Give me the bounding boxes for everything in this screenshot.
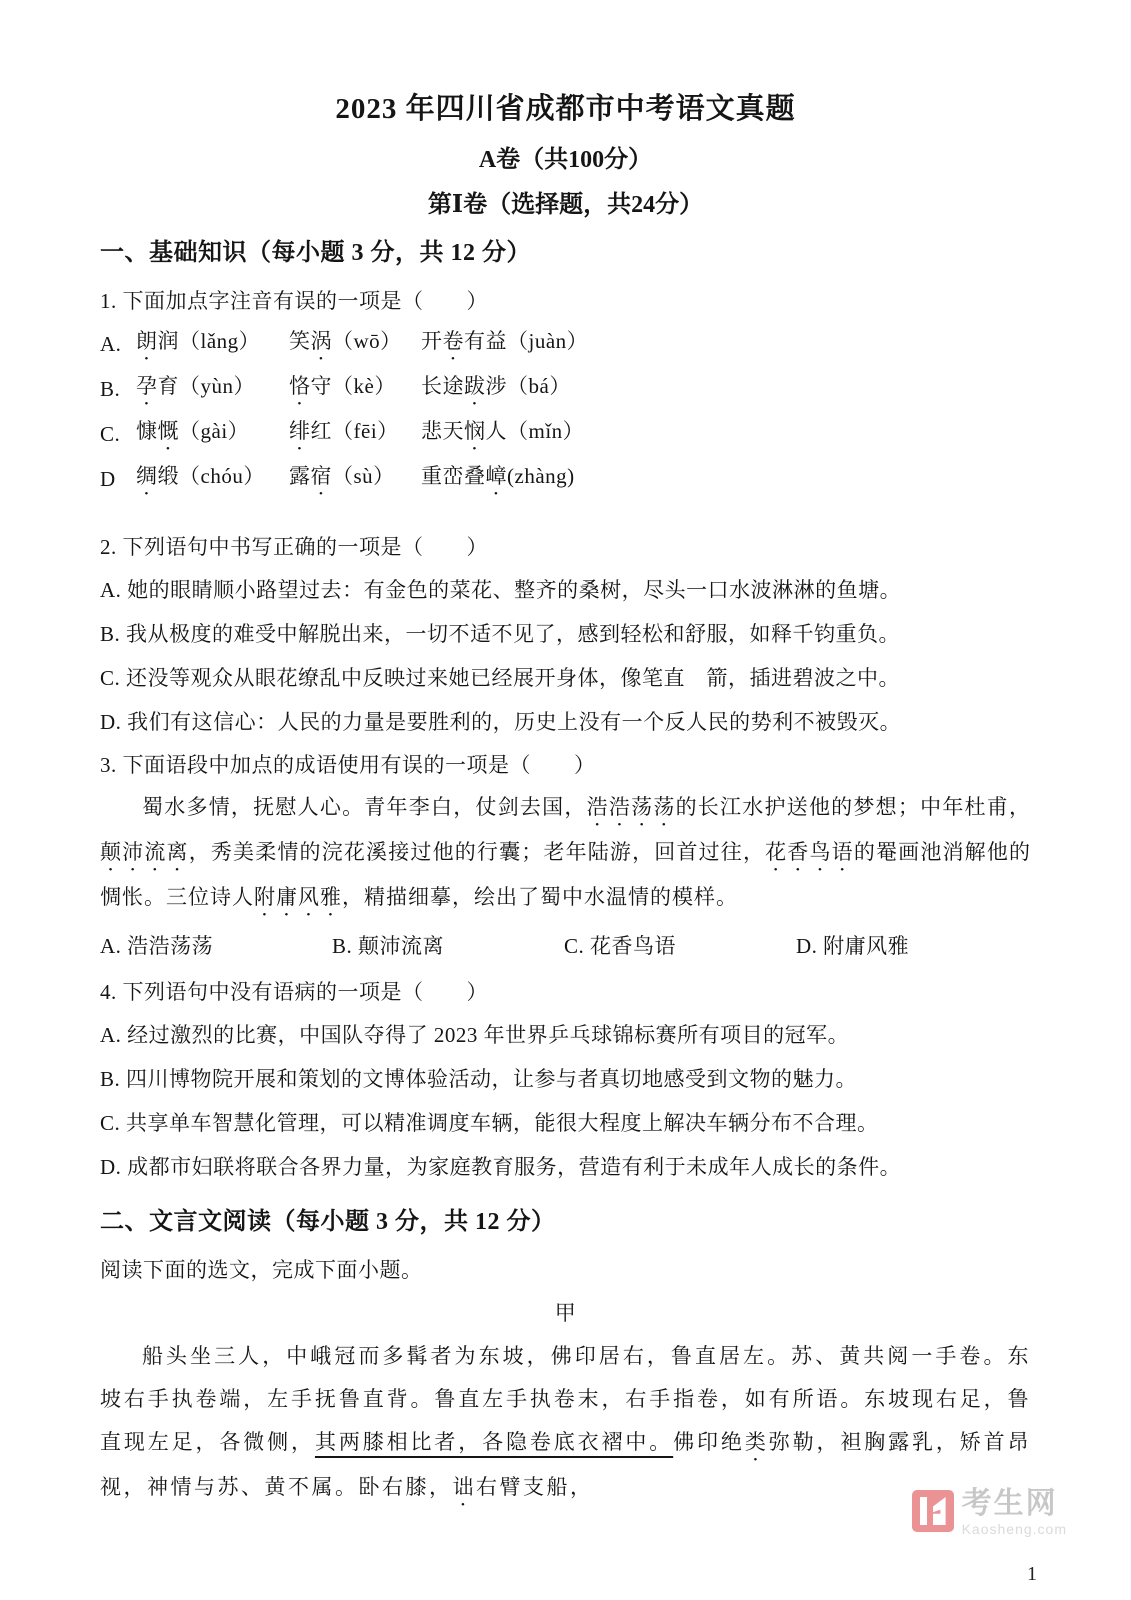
page-number: 1	[1027, 1563, 1037, 1585]
q3-option-a: A. 浩浩荡荡	[100, 934, 214, 958]
watermark-site-name: 考生网	[961, 1487, 1058, 1520]
q1-option-d	[100, 457, 1031, 502]
q1-option-c	[100, 412, 1031, 457]
q1-word: 笑涡（wō）	[289, 328, 402, 353]
q1-stem: 1. 下面加点字注音有误的一项是（ ）	[100, 289, 488, 313]
option-label: C.	[100, 422, 121, 446]
q2-stem: 2. 下列语句中书写正确的一项是（ ）	[100, 535, 488, 559]
section-two-heading: 二、文言文阅读（每小题 3 分，共 12 分）	[100, 1209, 556, 1235]
q3-stem: 3. 下面语段中加点的成语使用有误的一项是（ ）	[100, 753, 596, 777]
volume-heading: A卷（共100分）	[478, 147, 653, 173]
q2-option-c: C. 还没等观众从眼花缭乱中反映过来她已经展开身体，像笔直 箭，插进碧波之中。	[100, 666, 901, 690]
kaosheng-watermark-text	[962, 1488, 1067, 1538]
section-one-heading: 一、基础知识（每小题 3 分，共 12 分）	[100, 240, 531, 266]
section-two-intro: 阅读下面的选文，完成下面小题。	[100, 1258, 423, 1282]
q3-option-c: C. 花香鸟语	[564, 934, 677, 958]
q4-option-c: C. 共享单车智慧化管理，可以精准调度车辆，能很大程度上解决车辆分布不合理。	[100, 1111, 879, 1135]
q1-option-b	[100, 367, 1031, 412]
q4-option-d: D. 成都市妇联将联合各界力量，为家庭教育服务，营造有利于未成年人成长的条件。	[100, 1155, 902, 1179]
kaosheng-watermark	[912, 1488, 1067, 1538]
option-label: D	[100, 467, 116, 491]
q1-word: 露宿（sù）	[289, 463, 395, 488]
q2-option-a: A. 她的眼睛顺小路望过去：有金色的菜花、整齐的桑树，尽头一口水波淋淋的鱼塘。	[100, 578, 902, 602]
q1-word: 开卷有益（juàn）	[421, 328, 589, 353]
q2-option-b: B. 我从极度的难受中解脱出来，一切不适不见了，感到轻松和舒服，如释千钧重负。	[100, 622, 901, 646]
q4-option-b: B. 四川博物院开展和策划的文博体验活动，让参与者真切地感受到文物的魅力。	[100, 1067, 858, 1091]
q1-word: 长途跋涉（bá）	[421, 373, 571, 398]
q3-option-b: B. 颠沛流离	[332, 934, 445, 958]
q2-option-d: D. 我们有这信心：人民的力量是要胜利的，历史上没有一个反人民的势利不被毁灭。	[100, 710, 902, 734]
q3-options-row	[100, 923, 1031, 969]
q1-word: 孕育（yùn）	[136, 373, 255, 398]
q1-word: 绯红（fēi）	[289, 418, 399, 443]
watermark-site-domain: Kaosheng.com	[961, 1521, 1067, 1537]
q1-word: 朗润（lǎng）	[136, 328, 261, 353]
option-label: B.	[100, 377, 121, 401]
page-title: 2023 年四川省成都市中考语文真题	[335, 93, 796, 125]
part-heading: 第Ⅰ卷（选择题，共24分）	[427, 192, 704, 218]
q1-option-a	[100, 322, 1031, 367]
classical-passage: 船头坐三人，中峨冠而多髯者为东坡，佛印居右，鲁直居左。苏、黄共阅一手卷。东坡右手执卷端，左手抚鲁直背。鲁直左手执卷末，右手指卷，如有所语。东坡现右足，鲁直现左足，各微侧，其两膝相比者，各隐卷底衣褶中。佛印绝类弥勒，袒胸露乳，矫首昂视，神情与苏、黄不属。卧右膝，诎右臂支船，	[100, 1344, 1032, 1499]
passage-label-jia: 甲	[554, 1301, 577, 1325]
option-label: A.	[100, 332, 122, 356]
q1-word: 绸缎（chóu）	[136, 463, 265, 488]
q3-option-d: D. 附庸风雅	[796, 934, 910, 958]
q4-stem: 4. 下列语句中没有语病的一项是（ ）	[100, 980, 488, 1004]
kaosheng-logo-icon	[912, 1490, 954, 1532]
q4-option-a: A. 经过激烈的比赛，中国队夺得了 2023 年世界乒乓球锦标赛所有项目的冠军。	[100, 1023, 850, 1047]
q3-passage: 蜀水多情，抚慰人心。青年李白，仗剑去国，浩浩荡荡的长江水护送他的梦想；中年杜甫，颠沛流离，秀美柔情的浣花溪接过他的行囊；老年陆游，回首过往，花香鸟语的罨画池消解他的惆怅。三位诗人附庸风雅，精描细摹，绘出了蜀中水温情的模样。	[100, 795, 1032, 909]
q1-word: 慷慨（gài）	[136, 418, 250, 443]
q1-word: 重峦叠嶂(zhàng)	[421, 463, 575, 488]
q1-word: 恪守（kè）	[289, 373, 396, 398]
q1-word: 悲天悯人（mǐn）	[421, 418, 585, 443]
